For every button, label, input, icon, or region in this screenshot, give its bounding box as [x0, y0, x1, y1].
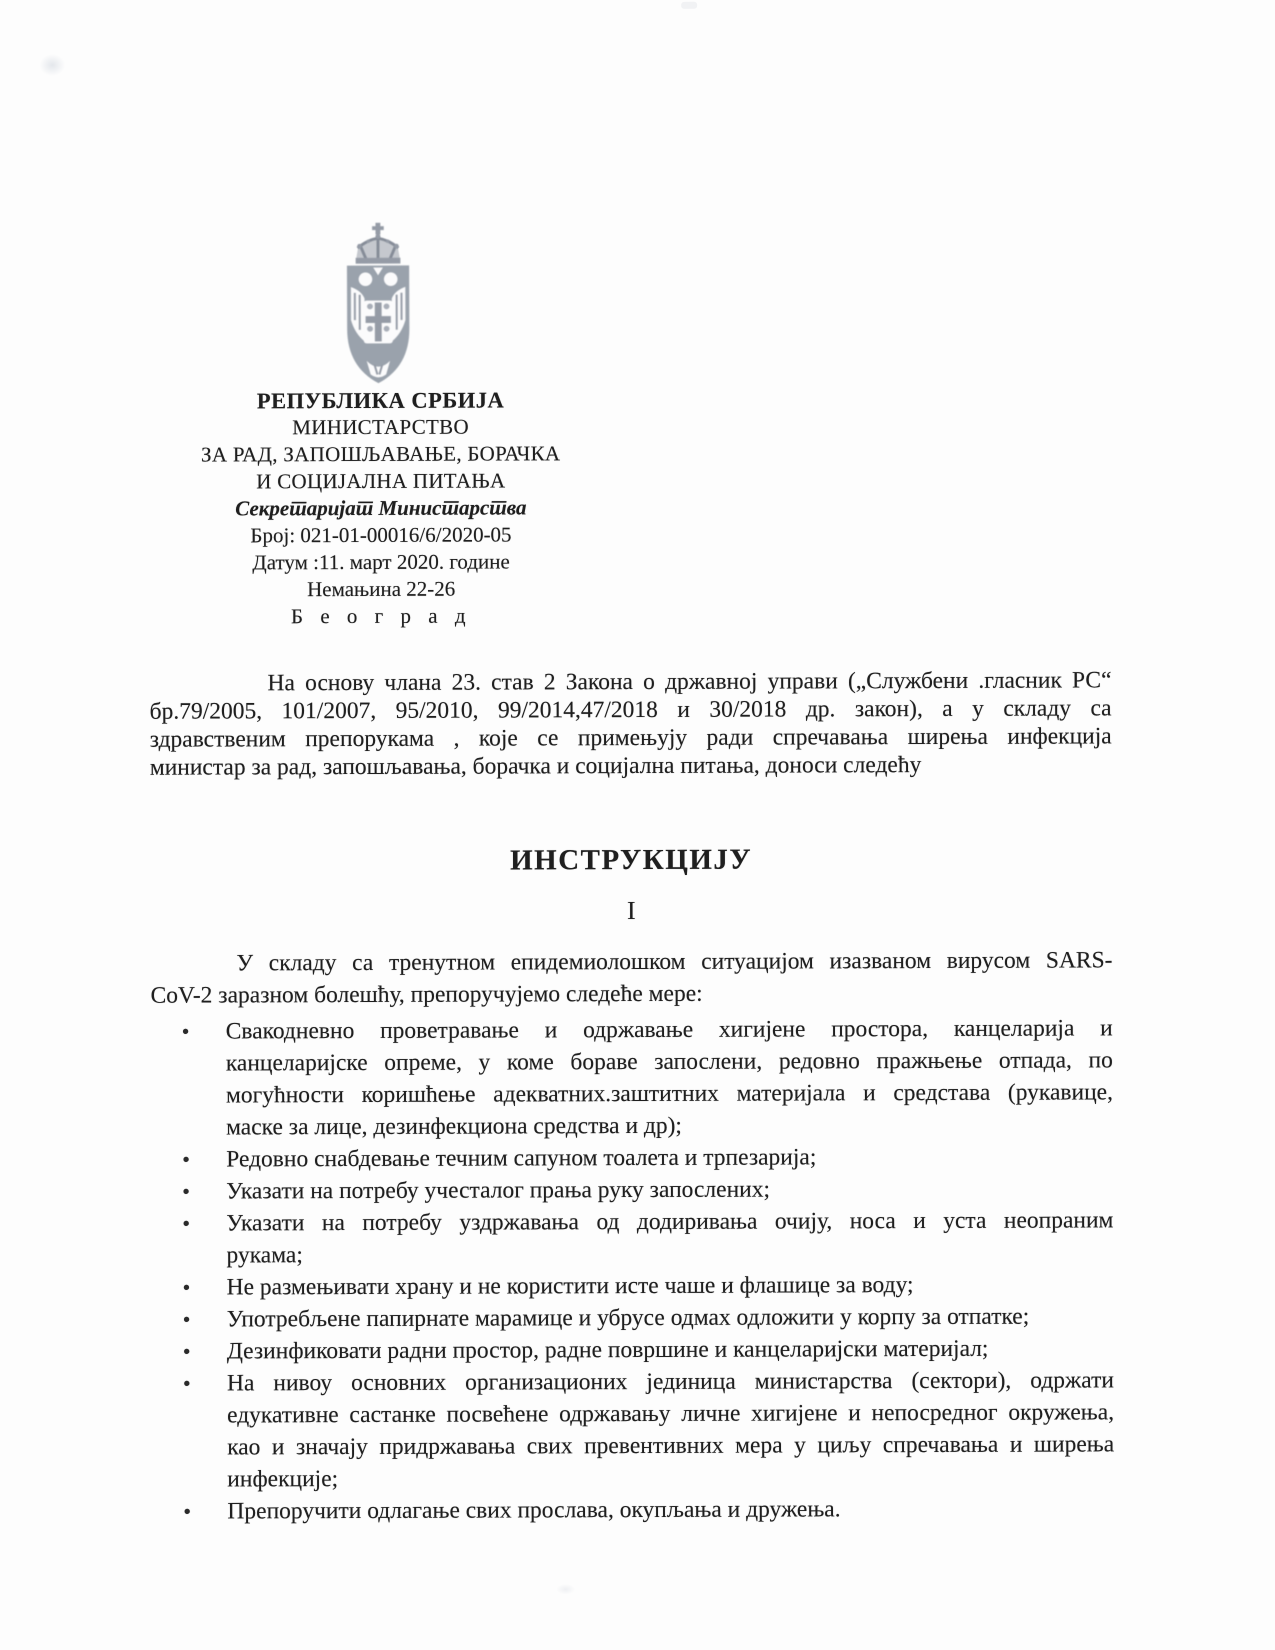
letterhead-city: Б е о г р а д [290, 603, 472, 629]
scan-artifact [681, 2, 697, 9]
list-item-line: Редовно снабдевање течним сапуном тоалета и трпезарија; [226, 1144, 817, 1173]
list-item [152, 1492, 1114, 1527]
bullet-icon: • [182, 1338, 191, 1364]
list-item-line: Препоручити одлагање свих прослава, окупљања и дружења. [227, 1496, 841, 1525]
paragraph-line: здравственим препорукама , које се примењују ради спречавања ширења инфекција [149, 723, 1112, 753]
list-item [152, 1364, 1114, 1495]
list-item [152, 1332, 1114, 1367]
bullet-icon: • [182, 1178, 191, 1204]
letterhead-ministry-scope: ЗА РАД, ЗАПОШЉАВАЊЕ, БОРАЧКА [200, 441, 561, 467]
list-item-line: могућности коришћење адекватних.заштитних материјала и средстава (рукавице, [225, 1079, 1113, 1109]
bullet-icon: • [182, 1210, 191, 1236]
serbia-coat-of-arms [334, 219, 423, 394]
bullet-icon: • [182, 1370, 191, 1396]
list-item-line: канцеларијске опреме, у коме бораве запослени, редовно пражњење отпада, по [225, 1047, 1113, 1077]
letterhead-date: Датум :11. март 2020. године [252, 549, 510, 575]
list-item-line: едукативне састанке посвећене одржавању личне хигијене и непосредног окружења, [227, 1399, 1115, 1429]
list-item [152, 1300, 1114, 1335]
list-item-line: као и значају придржавања свих превентивних мера у циљу спречавања и ширења [227, 1431, 1115, 1461]
paragraph-line: У складу са тренутном епидемиолошком ситуацијом изазваном вирусом SARS- [236, 947, 1113, 977]
list-item-line: маске за лице, дезинфекциона средства и др); [226, 1112, 682, 1141]
list-item [151, 1204, 1113, 1271]
paragraph-line: На основу члана 23. став 2 Закона о државној управи („Службени .гласник РС“ [267, 667, 1112, 697]
letterhead-ministry-scope: И СОЦИЈАЛНА ПИТАЊА [256, 468, 506, 494]
situation-paragraph [150, 944, 1112, 1011]
list-item [151, 1172, 1113, 1207]
list-item-line: Свакодневно проветравање и одржавање хигијене простора, канцеларија и [225, 1015, 1113, 1045]
paragraph-line: министар за рад, запошљавања, борачка и социјална питања, доноси следећу [149, 752, 922, 781]
measures-list [151, 1012, 1115, 1527]
list-item-line: Не размењивати храну и не користити исте чаше и флашице за воду; [226, 1272, 914, 1301]
list-item [151, 1140, 1113, 1175]
paragraph-line: CoV-2 заразном болешћу, препоручујемо следеће мере: [150, 980, 703, 1009]
scan-artifact [557, 1584, 575, 1594]
list-item [151, 1012, 1113, 1143]
letterhead [156, 386, 605, 631]
letterhead-republic: РЕПУБЛИКА СРБИЈА [256, 387, 505, 414]
list-item-line: инфекције; [227, 1466, 339, 1493]
bullet-icon: • [182, 1306, 191, 1332]
list-item-line: Употребљене папирнате марамице и убрусе одмах одложити у корпу за отпатке; [226, 1303, 1030, 1333]
bullet-icon: • [182, 1274, 191, 1300]
legal-basis-paragraph [149, 666, 1111, 781]
list-item-line: Указати на потребу уздржавања од додиривања очију, носа и уста неопраним [226, 1207, 1114, 1237]
letterhead-number: Број: 021-01-00016/6/2020-05 [250, 522, 512, 548]
bullet-icon: • [182, 1146, 190, 1172]
list-item [152, 1268, 1114, 1303]
scan-artifact [39, 54, 65, 76]
bullet-icon: • [181, 1018, 190, 1044]
list-item-line: рукама; [226, 1242, 303, 1269]
list-item-line: Дезинфиковати радни простор, радне површине и канцеларијски материјал; [226, 1335, 989, 1365]
document-title: ИНСТРУКЦИЈУ [510, 843, 753, 877]
bullet-icon: • [183, 1498, 192, 1524]
list-item-line: Указати на потребу учесталог прања руку запослених; [226, 1176, 771, 1205]
list-item-line: На нивоу основних организационих јединица министарства (сектори), одржати [226, 1367, 1114, 1397]
letterhead-secretariat: Секретаријат Министарства [235, 495, 527, 521]
letterhead-address: Немањина 22-26 [307, 576, 456, 602]
paragraph-line: бр.79/2005, 101/2007, 95/2010, 99/2014,47/2018 и 30/2018 др. закон), а у складу са [149, 695, 1112, 725]
section-numeral: I [626, 896, 636, 926]
letterhead-ministry: МИНИСТАРСТВО [292, 414, 469, 440]
